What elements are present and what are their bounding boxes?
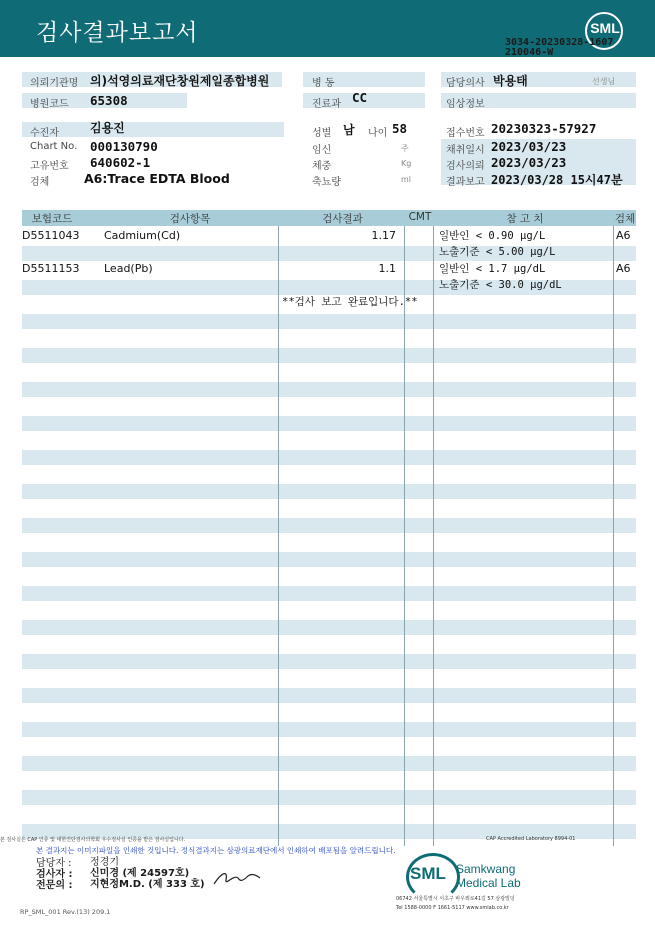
report-label: 결과보고 bbox=[446, 177, 485, 188]
table-stripe-row bbox=[22, 518, 636, 533]
id-label: 고유번호 bbox=[30, 161, 69, 172]
col-header-specimen: 검체 bbox=[614, 213, 636, 225]
row2-result: 1.1 bbox=[378, 262, 396, 275]
age-label: 나이 bbox=[368, 128, 388, 139]
table-stripe-row bbox=[22, 382, 636, 397]
weight-unit: Kg bbox=[401, 159, 412, 168]
company-address: 06742 서울특별시 서초구 바우뫼로41길 57 삼광빌딩 bbox=[396, 896, 515, 902]
table-stripe-row bbox=[22, 450, 636, 465]
chart-number: 000130790 bbox=[90, 139, 158, 154]
table-stripe-row bbox=[22, 620, 636, 635]
table-stripe-row bbox=[22, 688, 636, 703]
sex-value: 남 bbox=[343, 123, 355, 137]
urine-unit: ml bbox=[401, 175, 412, 184]
patient-name-label: 수진자 bbox=[30, 128, 59, 139]
header-logo-text: SML bbox=[590, 20, 620, 36]
table-stripe-row bbox=[22, 586, 636, 601]
col-header-item: 검사항목 bbox=[169, 213, 211, 225]
dept-value: CC bbox=[352, 90, 368, 105]
col-divider bbox=[613, 226, 614, 846]
hospital-code-label: 병원코드 bbox=[30, 99, 69, 110]
document-number-line2: 210046-W bbox=[505, 47, 554, 58]
row1-code: D5511043 bbox=[22, 229, 80, 242]
request-date: 2023/03/23 bbox=[491, 155, 567, 170]
row2-ref2: 노출기준 < 30.0 μg/dL bbox=[439, 279, 562, 291]
col-divider bbox=[433, 226, 434, 846]
cap-accreditation-note: CAP Accredited Laboratory 8994-01 bbox=[486, 836, 576, 842]
row2-item: Lead(Pb) bbox=[104, 262, 153, 275]
hospital-label: 의뢰기관명 bbox=[30, 78, 79, 89]
collect-label: 채취일시 bbox=[446, 145, 485, 156]
company-name-line2: Medical Lab bbox=[456, 876, 521, 890]
receipt-label: 접수번호 bbox=[446, 128, 485, 139]
row1-ref1: 일반인 < 0.90 μg/L bbox=[439, 230, 546, 242]
col-header-result: 검사결과 bbox=[322, 213, 363, 225]
specimen-value: A6:Trace EDTA Blood bbox=[84, 171, 230, 186]
table-stripe-row bbox=[22, 348, 636, 363]
table-stripe-row bbox=[22, 790, 636, 805]
collect-date: 2023/03/23 bbox=[491, 139, 567, 154]
weight-label: 체중 bbox=[312, 161, 332, 172]
staff-name-1: 정경기 bbox=[90, 857, 119, 868]
clinical-label: 임상정보 bbox=[446, 99, 485, 110]
company-name-line1: Samkwang bbox=[456, 862, 516, 876]
pregnancy-unit: 주 bbox=[401, 144, 409, 153]
col-header-cmt: CMT bbox=[408, 211, 432, 223]
staff-role-3: 전문의 : bbox=[36, 880, 73, 891]
report-title: 검사결과보고서 bbox=[36, 20, 199, 46]
request-label: 검사의뢰 bbox=[446, 161, 485, 172]
table-stripe-row bbox=[22, 416, 636, 431]
staff-role-2: 검사자 : bbox=[36, 869, 73, 880]
staff-name-2: 신미경 (제 24597호) bbox=[90, 868, 190, 879]
document-number-line1: 3034-20230328-1607 bbox=[505, 37, 614, 48]
accreditation-fine-print: 본 검사실은 CAP 인증 및 대한진단검사의학회 우수검사실 인증을 받은 검사실입니다. bbox=[0, 837, 186, 843]
row1-ref2: 노출기준 < 5.00 μg/L bbox=[439, 246, 556, 258]
col-divider bbox=[404, 226, 405, 846]
report-date: 2023/03/28 15시47분 bbox=[491, 173, 623, 187]
table-stripe-row bbox=[22, 722, 636, 737]
age-value: 58 bbox=[392, 121, 408, 136]
doctor-name: 박용태 bbox=[493, 74, 528, 88]
patient-name: 김용진 bbox=[90, 121, 125, 135]
id-number: 640602-1 bbox=[90, 155, 151, 170]
receipt-number: 20230323-57927 bbox=[491, 121, 597, 136]
col-header-reference: 참 고 치 bbox=[506, 213, 544, 225]
row1-result: 1.17 bbox=[371, 229, 396, 242]
sml-footer-logo-text: SML bbox=[410, 864, 446, 883]
sex-label: 성별 bbox=[312, 128, 332, 139]
urine-label: 축뇨량 bbox=[312, 177, 341, 188]
table-stripe-row bbox=[22, 756, 636, 771]
table-stripe-row bbox=[22, 314, 636, 329]
hospital-name: 의)석영의료재단창원제일종합병원 bbox=[90, 74, 270, 88]
company-phone: Tel 1588-0000 F 1661-5117 www.smlab.co.kr bbox=[396, 905, 509, 911]
staff-role-1: 담당자 : bbox=[36, 858, 72, 869]
table-stripe-row bbox=[22, 654, 636, 669]
print-notice: 본 결과지는 이미지파일을 인쇄한 것입니다. 정식결과지는 삼광의료재단에서 인쇄하여 배포됨을 알려드립니다. bbox=[36, 846, 396, 855]
specimen-label: 검체 bbox=[30, 177, 50, 188]
report-complete-note: **검사 보고 완료입니다.** bbox=[282, 296, 418, 308]
staff-name-3: 지현정M.D. (제 333 호) bbox=[90, 879, 205, 890]
ward-label: 병 동 bbox=[312, 78, 335, 89]
col-divider bbox=[278, 226, 279, 846]
doctor-label: 담당의사 bbox=[446, 78, 485, 89]
form-number: RP_SML_001 Rev.(13) 209.1 bbox=[20, 908, 111, 916]
row1-specimen: A6 bbox=[616, 229, 631, 242]
row1-item: Cadmium(Cd) bbox=[104, 229, 181, 242]
table-stripe-row bbox=[22, 552, 636, 567]
col-header-code: 보험코드 bbox=[31, 213, 73, 225]
table-stripe-row bbox=[22, 484, 636, 499]
signature-image bbox=[212, 866, 262, 888]
chart-label: Chart No. bbox=[30, 141, 78, 152]
row2-ref1: 일반인 < 1.7 μg/dL bbox=[439, 263, 546, 275]
row2-code: D5511153 bbox=[22, 262, 80, 275]
patient-name-row-bg bbox=[22, 122, 284, 137]
doctor-suffix: 선생님 bbox=[592, 77, 616, 86]
hospital-code: 65308 bbox=[90, 93, 128, 108]
dept-label: 진료과 bbox=[312, 99, 341, 110]
pregnancy-label: 임신 bbox=[312, 145, 332, 156]
row2-specimen: A6 bbox=[616, 262, 631, 275]
